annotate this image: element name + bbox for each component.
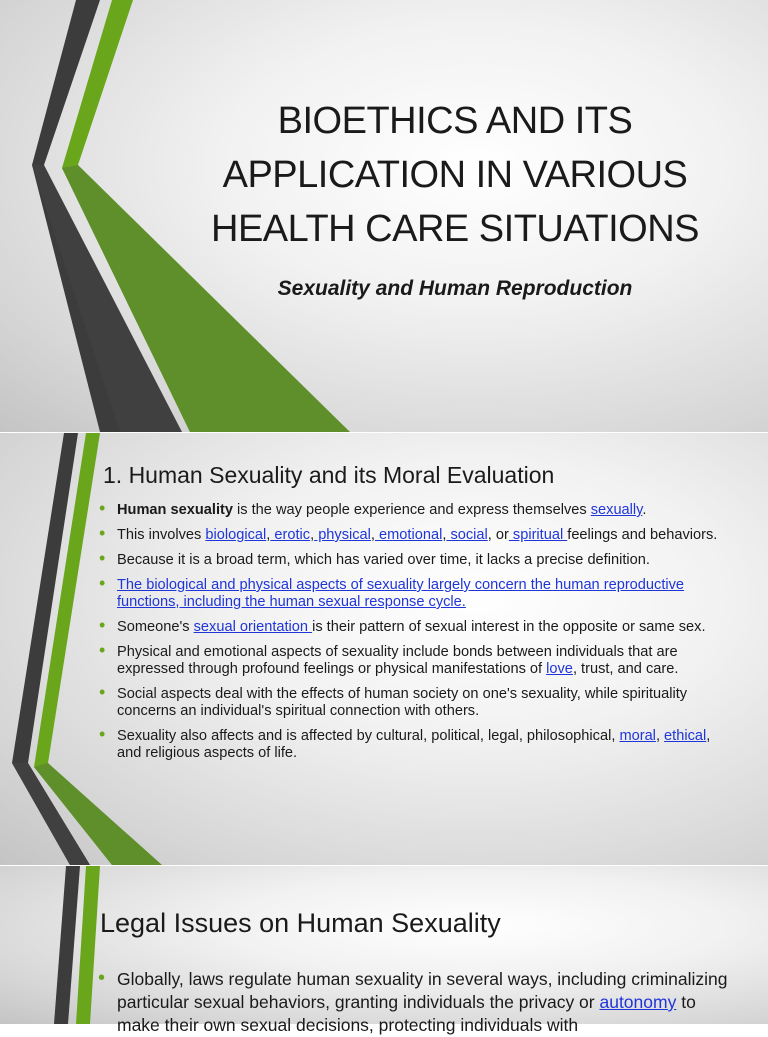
bullet-text: is the way people experience and express themselves <box>232 502 591 518</box>
bullet-text: Someone's <box>117 619 194 635</box>
title-slide <box>0 0 768 432</box>
bullet-text: feelings and behaviors. <box>567 527 718 543</box>
bullet-text: , and religious aspects of life. <box>117 728 711 761</box>
bullet-item <box>98 577 728 611</box>
link-sexually[interactable]: sexually <box>590 502 643 518</box>
bullet-text: Sexuality also affects and is affected by cultural, political, legal, philosophical, <box>117 728 620 744</box>
link-social[interactable]: social <box>446 527 488 543</box>
bullet-text: Physical and emotional aspects of sexuality include bonds between individuals that are expressed through profound feelings or physical manifestations of <box>117 644 678 677</box>
bullet-text: is their pattern of sexual interest in the opposite or same sex. <box>312 619 706 635</box>
bullet-item <box>98 552 728 569</box>
bullet-item <box>98 527 728 544</box>
slide-heading: Legal Issues on Human Sexuality <box>100 908 501 938</box>
bullet-text: . <box>642 502 647 518</box>
bullet-text: Because it is a broad term, which has varied over time, it lacks a precise definition. <box>117 552 650 568</box>
title-line: APPLICATION IN VARIOUS <box>222 154 688 196</box>
bullet-list <box>98 502 728 770</box>
bold-term: Human sexuality <box>117 502 233 518</box>
link-emotional[interactable]: emotional <box>374 527 443 543</box>
bullet-text: , trust, and care. <box>572 661 679 677</box>
slide-heading: 1. Human Sexuality and its Moral Evaluation <box>103 462 555 488</box>
bullet-item <box>98 968 738 1037</box>
bullet-text: , <box>266 527 271 543</box>
link-biological[interactable]: biological <box>205 527 267 543</box>
bullet-item <box>98 619 728 636</box>
link-spiritual[interactable]: spiritual <box>508 527 568 543</box>
bullet-text: to make their own sexual decisions, protecting individuals with <box>117 992 696 1035</box>
presentation-title <box>160 94 750 256</box>
bullet-item <box>98 686 728 720</box>
link-love[interactable]: love <box>546 661 573 677</box>
title-line: HEALTH CARE SITUATIONS <box>211 208 699 250</box>
bullet-text: , <box>442 527 447 543</box>
bullet-text: This involves <box>117 527 206 543</box>
bullet-text: , or <box>487 527 509 543</box>
link-physical[interactable]: physical <box>314 527 371 543</box>
link-erotic[interactable]: erotic <box>270 527 311 543</box>
bullet-list <box>98 968 738 1037</box>
link-sexual-orientation[interactable]: sexual orientation <box>193 619 313 635</box>
bullet-item <box>98 502 728 519</box>
presentation-subtitle: Sexuality and Human Reproduction <box>277 277 633 300</box>
bullet-item <box>98 644 728 678</box>
bullet-text: Social aspects deal with the effects of human society on one's sexuality, while spirituality concerns an individual's spiritual connection with others. <box>117 686 688 719</box>
title-line: BIOETHICS AND ITS <box>277 100 633 142</box>
link-biological-aspects[interactable]: The biological and physical aspects of sexuality largely concern the human reproductive functions, including the human sexual response cycle. <box>117 577 685 610</box>
bullet-text: , <box>310 527 315 543</box>
link-autonomy[interactable]: autonomy <box>599 992 677 1012</box>
bullet-text: , <box>655 728 665 744</box>
link-moral[interactable]: moral <box>619 728 656 744</box>
bullet-text: , <box>370 527 375 543</box>
bullet-text: Globally, laws regulate human sexuality in several ways, including criminalizing particular sexual behaviors, granting individuals the privacy or <box>117 969 728 1012</box>
bullet-item <box>98 728 728 762</box>
link-ethical[interactable]: ethical <box>664 728 707 744</box>
